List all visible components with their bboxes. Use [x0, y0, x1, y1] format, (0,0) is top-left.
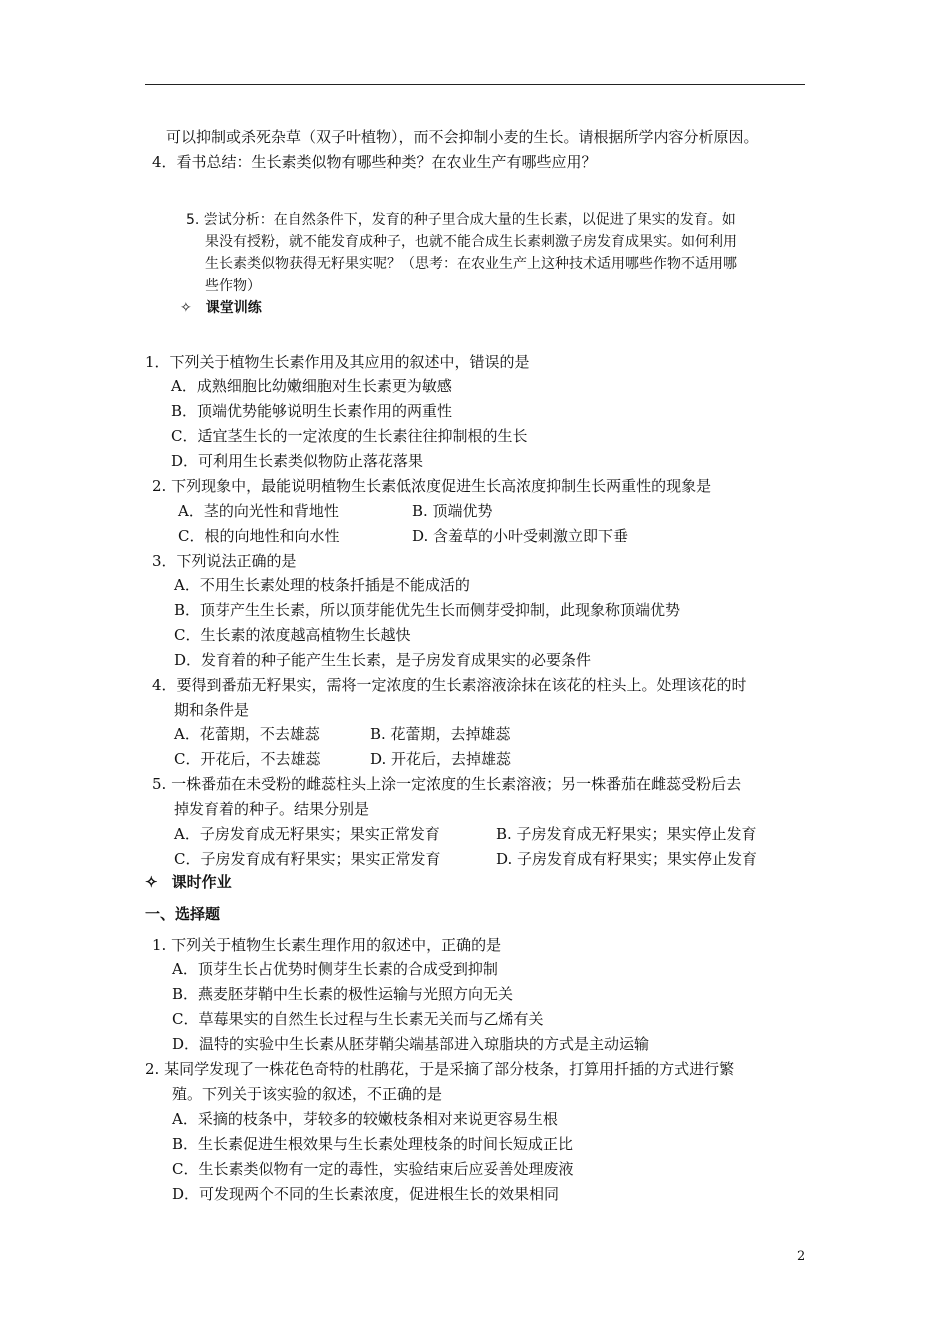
question-line: 2. 下列现象中，最能说明植物生长素低浓度促进生长高浓度抑制生长两重性的现象是 — [152, 477, 712, 495]
option-line: C．根的向地性和向水性 — [178, 527, 340, 545]
option-line: A．顶芽生长占优势时侧芽生长素的合成受到抑制 — [172, 960, 498, 978]
option-line: C．生长素的浓度越高植物生长越快 — [174, 626, 411, 644]
option-line: C．适宜茎生长的一定浓度的生长素往往抑制根的生长 — [171, 427, 528, 445]
option-line: A．采摘的枝条中，芽较多的较嫩枝条相对来说更容易生根 — [172, 1110, 558, 1128]
option-line: C．开花后，不去雄蕊 — [174, 750, 321, 768]
question-line: 4．要得到番茄无籽果实，需将一定浓度的生长素溶液涂抹在该花的柱头上。处理该花的时 — [152, 676, 747, 694]
question-line: 3．下列说法正确的是 — [152, 552, 297, 570]
question-line: 殖。下列关于该实验的叙述，不正确的是 — [172, 1085, 443, 1103]
option-line: D．可发现两个不同的生长素浓度，促进根生长的效果相同 — [172, 1185, 560, 1203]
option-line: C．草莓果实的自然生长过程与生长素无关而与乙烯有关 — [172, 1010, 544, 1028]
option-line: D．可利用生长素类似物防止落花落果 — [171, 452, 424, 470]
question-line: 5. 一株番茄在未受粉的雌蕊柱头上涂一定浓度的生长素溶液；另一株番茄在雌蕊受粉后去 — [152, 775, 742, 793]
option-line: B．燕麦胚芽鞘中生长素的极性运输与光照方向无关 — [172, 985, 514, 1003]
page-number: 2 — [797, 1249, 806, 1264]
option-line: D. 子房发育成有籽果实；果实停止发育 — [496, 850, 758, 868]
option-line: A．花蕾期，不去雄蕊 — [174, 725, 320, 743]
section-title: 课堂训练 — [205, 300, 262, 316]
option-line: A．子房发育成无籽果实；果实正常发育 — [174, 825, 440, 843]
diamond-icon: ✧ — [180, 300, 192, 316]
question-5-line: 果没有授粉，就不能发育成种子，也就不能合成生长素刺激子房发育成果实。如何利用 — [205, 234, 737, 250]
question-line: 期和条件是 — [174, 701, 250, 719]
question-line: 1. 下列关于植物生长素生理作用的叙述中，正确的是 — [152, 936, 502, 954]
question-5-line: 5. 尝试分析：在自然条件下，发育的种子里合成大量的生长素，以促进了果实的发育。如 — [186, 212, 736, 228]
option-line: B. 子房发育成无籽果实；果实停止发育 — [496, 825, 757, 843]
option-line: B. 花蕾期，去掉雄蕊 — [370, 725, 511, 743]
question-4-summary: 4．看书总结：生长素类似物有哪些种类？在农业生产有哪些应用？ — [152, 153, 597, 171]
question-5-line: 些作物） — [205, 278, 261, 294]
subsection-choice-heading: 一、选择题 — [145, 905, 221, 923]
continuation-text: 可以抑制或杀死杂草（双子叶植物），而不会抑制小麦的生长。请根据所学内容分析原因。 — [166, 128, 759, 146]
option-line: D．发育着的种子能产生生长素，是子房发育成果实的必要条件 — [174, 651, 592, 669]
option-line: B．生长素促进生根效果与生长素处理枝条的时间长短成正比 — [172, 1135, 574, 1153]
option-line: A．茎的向光性和背地性 — [178, 502, 339, 520]
question-5-line: 生长素类似物获得无籽果实呢？（思考：在农业生产上这种技术适用哪些作物不适用哪 — [205, 256, 737, 272]
option-line: D. 含羞草的小叶受刺激立即下垂 — [412, 527, 629, 545]
header-rule — [145, 84, 805, 85]
question-line: 2. 某同学发现了一株花色奇特的杜鹃花，于是采摘了部分枝条，打算用扦插的方式进行繁 — [145, 1060, 735, 1078]
option-line: A．不用生长素处理的枝条扦插是不能成活的 — [174, 576, 470, 594]
question-line: 掉发育着的种子。结果分别是 — [174, 800, 370, 818]
option-line: C．子房发育成有籽果实；果实正常发育 — [174, 850, 441, 868]
option-line: A．成熟细胞比幼嫩细胞对生长素更为敏感 — [171, 377, 452, 395]
option-line: B．顶芽产生生长素，所以顶芽能优先生长而侧芽受抑制，此现象称顶端优势 — [174, 601, 681, 619]
section-title: 课时作业 — [171, 873, 232, 891]
question-line: 1．下列关于植物生长素作用及其应用的叙述中，错误的是 — [145, 353, 530, 371]
option-line: B．顶端优势能够说明生长素作用的两重性 — [171, 402, 453, 420]
section-classroom-heading — [180, 298, 262, 318]
option-line: C．生长素类似物有一定的毒性，实验结束后应妥善处理废液 — [172, 1160, 574, 1178]
diamond-icon: ✧ — [145, 873, 158, 891]
section-homework-heading — [145, 872, 232, 892]
option-line: D. 开花后，去掉雄蕊 — [370, 750, 512, 768]
option-line: B. 顶端优势 — [412, 502, 493, 520]
option-line: D．温特的实验中生长素从胚芽鞘尖端基部进入琼脂块的方式是主动运输 — [172, 1035, 650, 1053]
